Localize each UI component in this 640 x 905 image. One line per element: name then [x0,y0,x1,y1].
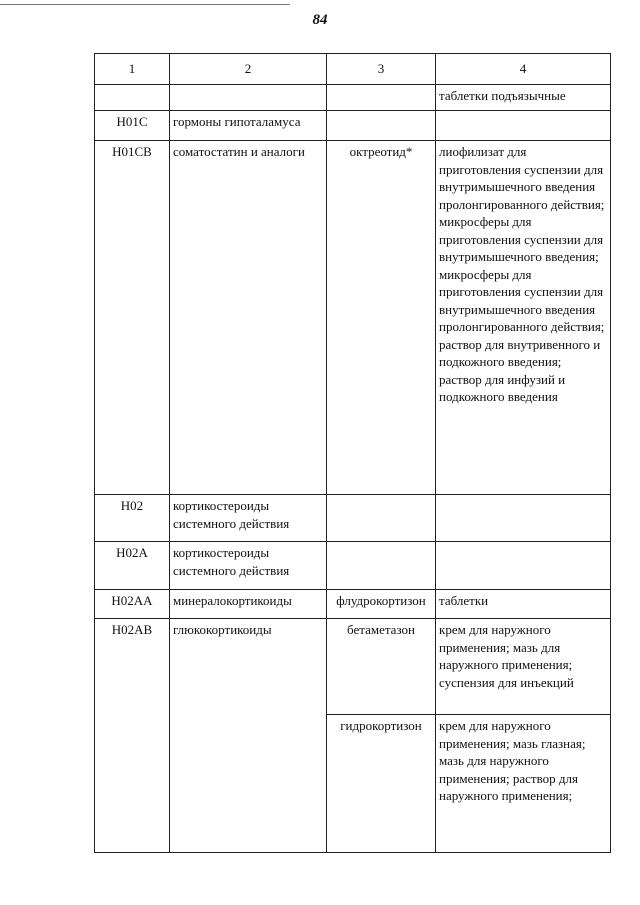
atc-code-cell: H02 [95,495,170,542]
atc-code-cell: H02A [95,542,170,590]
atc-code-cell: H02AA [95,590,170,619]
dosage-form-cell [436,495,611,542]
table-row [95,141,611,495]
drug-name-cell [327,542,436,590]
drug-name-cell [327,111,436,141]
dosage-form-cell: таблетки [436,590,611,619]
table-row [95,111,611,141]
dosage-form-cell: крем для наружного применения; мазь глазная; мазь для наружного применения; раствор для наружного применения; [436,715,611,853]
dosage-form-cell: таблетки подъязычные [436,85,611,111]
page-number: 84 [312,12,328,28]
table-row [95,495,611,542]
drug-name-cell [327,85,436,111]
group-name-cell: соматостатин и аналоги [170,141,327,495]
column-header-1: 1 [95,54,170,85]
atc-code-cell: H02AB [95,619,170,853]
group-name-cell [170,85,327,111]
table-header-row [95,54,611,85]
table-row [95,619,611,715]
table-row [95,85,611,111]
group-name-cell: глюкокортикоиды [170,619,327,853]
atc-code-cell: H01C [95,111,170,141]
drug-name-cell: флудрокортизон [327,590,436,619]
group-name-cell: гормоны гипоталамуса [170,111,327,141]
table-row [95,590,611,619]
group-name-cell: минералокортикоиды [170,590,327,619]
table-row [95,542,611,590]
dosage-form-cell: крем для наружного применения; мазь для наружного применения; суспензия для инъекций [436,619,611,715]
drug-name-cell: гидрокортизон [327,715,436,853]
atc-code-cell [95,85,170,111]
group-name-cell: кортикостероиды системного действия [170,542,327,590]
dosage-form-cell [436,542,611,590]
column-header-3: 3 [327,54,436,85]
column-header-2: 2 [170,54,327,85]
drug-name-cell: октреотид* [327,141,436,495]
atc-code-cell: H01CB [95,141,170,495]
scan-edge-line [0,4,290,5]
drug-classification-table [94,53,611,853]
dosage-form-cell [436,111,611,141]
dosage-form-cell: лиофилизат для приготовления суспензии для внутримышечного введения пролонгированного действия; микросферы для приготовления суспензии для внутримышечного введения; микросферы для приготовления суспензии для внутримышечного введения пролонгированного действия; раствор для внутривенного и подкожного введения; раствор для инфузий и подкожного введения [436,141,611,495]
drug-name-cell: бетаметазон [327,619,436,715]
column-header-4: 4 [436,54,611,85]
group-name-cell: кортикостероиды системного действия [170,495,327,542]
drug-name-cell [327,495,436,542]
